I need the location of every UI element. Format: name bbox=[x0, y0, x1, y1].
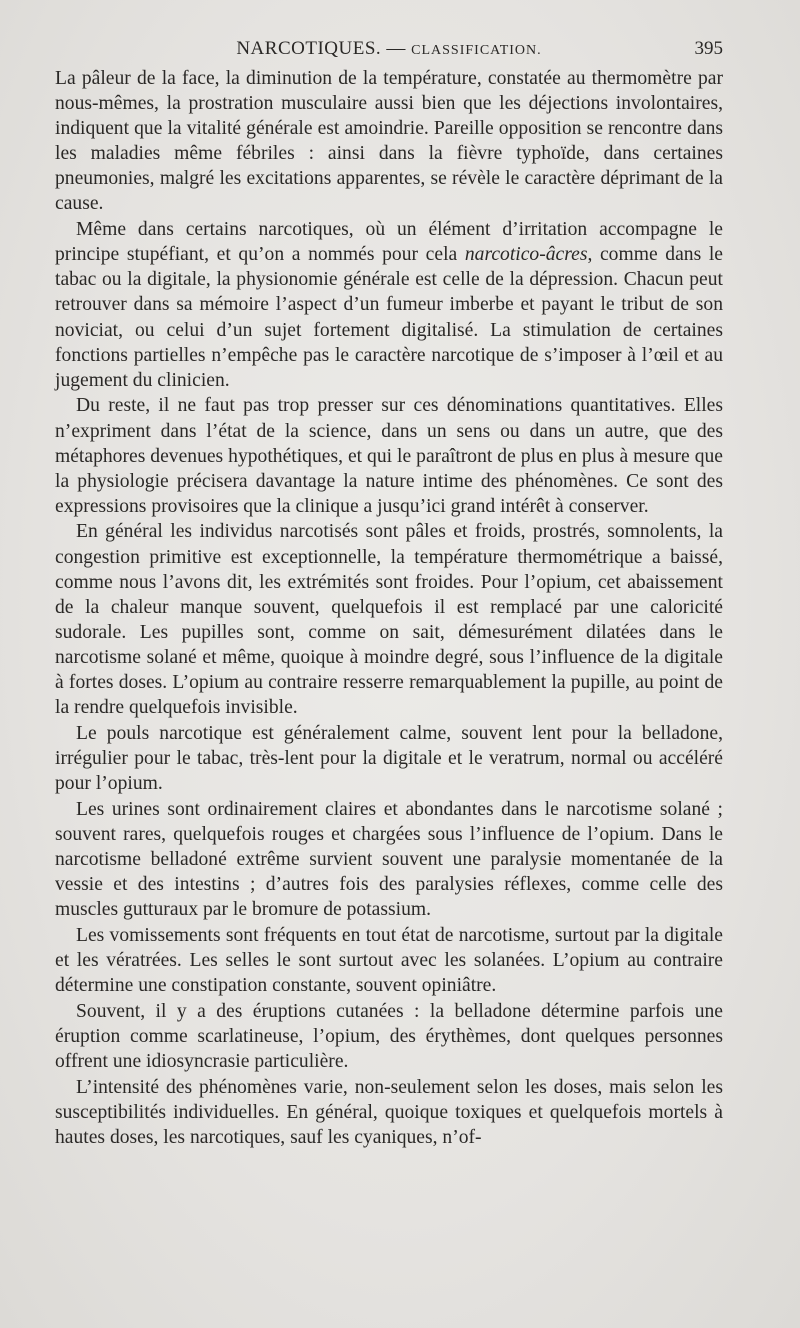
paragraph-7: Les vomissements sont fréquents en tout état de narcotisme, surtout par la digitale et les vératrées. Les selles le sont surtout avec les solanées. L’opium au contraire détermine une constipation constante, souvent opiniâtre. bbox=[55, 924, 723, 996]
page-number: 395 bbox=[694, 38, 723, 59]
running-header bbox=[55, 38, 723, 68]
paragraph-2-italic-term: narcotico-âcres bbox=[464, 244, 588, 266]
paragraph-2-after: , comme dans le tabac ou la digitale, la physionomie générale est celle de la dépression. Chacun peut retrouver dans sa mémoire l’aspect d’un fumeur imberbe et payant le tribut de son noviciat, ou celui d’un sujet fortement digitalisé. La stimulation de certaines fonctions partielles n’empêche pas le caractère narcotique de s’imposer à l’œil et au jugement du clinicien. bbox=[55, 244, 723, 391]
paragraph-5: Le pouls narcotique est généralement calme, souvent lent pour la belladone, irrégulier pour le tabac, très-lent pour la digitale et le veratrum, normal ou accéléré pour l’opium. bbox=[55, 722, 723, 794]
paragraph-2-before: Même dans certains narcotiques, où un élément d’irritation accompagne le principe stupéfiant, et qu’on a nommés pour cela bbox=[55, 219, 723, 266]
paragraph-6: Les urines sont ordinairement claires et abondantes dans le narcotisme solané ; souvent rares, quelquefois rouges et chargées sous l’influence de l’opium. Dans le narcotisme belladoné extrême survient souvent une paralysie momentanée de la vessie et des intestins ; d’autres fois des paralysies réflexes, comme celle des muscles gutturaux par le bromure de potassium. bbox=[55, 798, 723, 921]
running-title bbox=[55, 38, 723, 60]
paragraph-8: Souvent, il y a des éruptions cutanées : la belladone détermine parfois une éruption comme scarlatineuse, l’opium, des érythèmes, dont quelques personnes offrent une idiosyncrasie particulière. bbox=[55, 1000, 723, 1072]
header-subtitle: CLASSIFICATION. bbox=[411, 43, 542, 58]
header-separator: — bbox=[386, 38, 406, 59]
paragraph-9: L’intensité des phénomènes varie, non-seulement selon les doses, mais selon les susceptibilités individuelles. En général, quoique toxiques et quelquefois mortels à hautes doses, les narcotiques, sauf les cyaniques, n’of- bbox=[55, 1076, 723, 1148]
paragraph-1: La pâleur de la face, la diminution de la température, constatée au thermomètre par nous-mêmes, la prostration musculaire aussi bien que les déjections involontaires, indiquent que la vitalité générale est amoindrie. Pareille opposition se rencontre dans les maladies même fébriles : ainsi dans la fièvre typhoïde, dans certaines pneumonies, malgré les excitations apparentes, se révèle le caractère déprimant de la cause. bbox=[55, 68, 723, 215]
header-title: NARCOTIQUES. bbox=[236, 38, 382, 59]
body-text bbox=[55, 66, 723, 1150]
paragraph-4: En général les individus narcotisés sont pâles et froids, prostrés, somnolents, la congestion primitive est exceptionnelle, la température thermométrique a baissé, comme nous l’avons dit, les extrémités sont froides. Pour l’opium, cet abaissement de la chaleur manque souvent, quelquefois il est remplacé par une caloricité sudorale. Les pupilles sont, comme on sait, démesurément dilatées dans le narcotisme solané et même, quoique à moindre degré, sous l’influence de la digitale à fortes doses. L’opium au contraire resserre remarquablement la pupille, au point de la rendre quelquefois invisible. bbox=[55, 521, 723, 719]
paragraph-2 bbox=[55, 217, 723, 393]
paragraph-3: Du reste, il ne faut pas trop presser sur ces dénominations quantitatives. Elles n’expriment dans l’état de la science, dans un sens ou dans un autre, que des métaphores devenues hypothétiques, et qui le paraîtront de plus en plus à mesure que la physiologie précisera davantage la nature intime des phénomènes. Ce sont des expressions provisoires que la clinique a jusqu’ici grand intérêt à conserver. bbox=[55, 395, 723, 517]
